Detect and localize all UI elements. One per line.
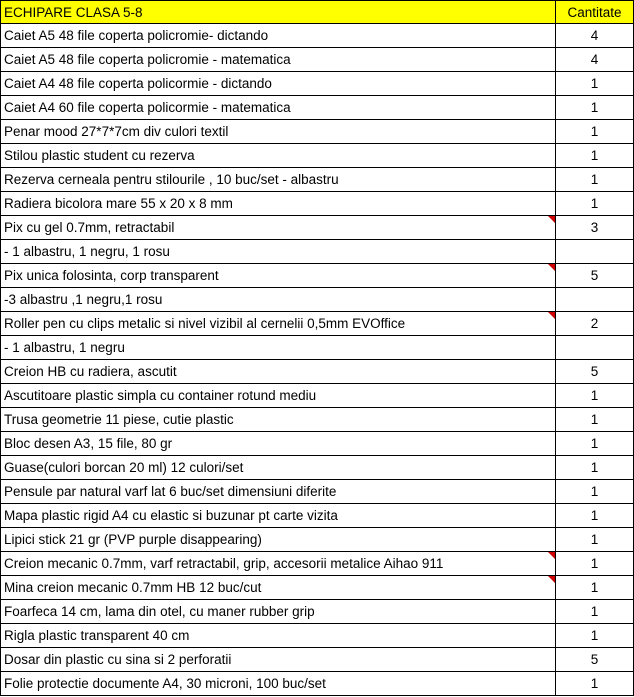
table-row bbox=[1, 96, 634, 120]
item-qty-cell[interactable]: 1 bbox=[556, 168, 634, 192]
item-qty-cell[interactable]: 1 bbox=[556, 144, 634, 168]
item-qty-cell[interactable]: 1 bbox=[556, 408, 634, 432]
table-row bbox=[1, 192, 634, 216]
item-name-cell[interactable]: Guase(culori borcan 20 ml) 12 culori/set bbox=[1, 456, 556, 480]
table-row bbox=[1, 480, 634, 504]
item-qty-cell[interactable]: 1 bbox=[556, 96, 634, 120]
table-body bbox=[1, 1, 634, 696]
item-name-cell[interactable]: Rezerva cerneala pentru stilourile , 10 buc/set - albastru bbox=[1, 168, 556, 192]
item-name-cell[interactable]: Pensule par natural varf lat 6 buc/set dimensiuni diferite bbox=[1, 480, 556, 504]
item-qty-cell[interactable] bbox=[556, 288, 634, 312]
item-name-cell[interactable]: Caiet A5 48 file coperta policromie - matematica bbox=[1, 48, 556, 72]
table-row bbox=[1, 264, 634, 288]
table-row bbox=[1, 600, 634, 624]
item-qty-cell[interactable]: 1 bbox=[556, 624, 634, 648]
item-qty-cell[interactable]: 4 bbox=[556, 24, 634, 48]
item-qty-cell[interactable]: 1 bbox=[556, 504, 634, 528]
item-name-cell[interactable]: -3 albastru ,1 negru,1 rosu bbox=[1, 288, 556, 312]
item-name-cell[interactable]: Dosar din plastic cu sina si 2 perforatii bbox=[1, 648, 556, 672]
table-row bbox=[1, 504, 634, 528]
table-row bbox=[1, 384, 634, 408]
table-row bbox=[1, 144, 634, 168]
item-qty-cell[interactable]: 1 bbox=[556, 456, 634, 480]
table-row bbox=[1, 456, 634, 480]
comment-indicator-icon[interactable] bbox=[548, 576, 555, 583]
item-name-cell[interactable]: Pix cu gel 0.7mm, retractabil bbox=[1, 216, 556, 240]
item-qty-cell[interactable]: 1 bbox=[556, 120, 634, 144]
item-name-cell[interactable]: Ascutitoare plastic simpla cu container rotund mediu bbox=[1, 384, 556, 408]
item-qty-cell[interactable] bbox=[556, 336, 634, 360]
table-row bbox=[1, 48, 634, 72]
table-row bbox=[1, 24, 634, 48]
item-name-cell[interactable]: Creion HB cu radiera, ascutit bbox=[1, 360, 556, 384]
table-row bbox=[1, 336, 634, 360]
item-qty-cell[interactable]: 1 bbox=[556, 600, 634, 624]
item-name-cell[interactable]: - 1 albastru, 1 negru bbox=[1, 336, 556, 360]
item-qty-cell[interactable] bbox=[556, 240, 634, 264]
comment-indicator-icon[interactable] bbox=[548, 216, 555, 223]
table-row bbox=[1, 360, 634, 384]
table-row bbox=[1, 120, 634, 144]
item-qty-cell[interactable]: 1 bbox=[556, 672, 634, 696]
item-qty-cell[interactable]: 1 bbox=[556, 192, 634, 216]
table-row bbox=[1, 240, 634, 264]
item-name-cell[interactable]: - 1 albastru, 1 negru, 1 rosu bbox=[1, 240, 556, 264]
item-name-cell[interactable]: Foarfeca 14 cm, lama din otel, cu maner rubber grip bbox=[1, 600, 556, 624]
item-qty-cell[interactable]: 1 bbox=[556, 480, 634, 504]
item-name-cell[interactable]: Caiet A4 60 file coperta policormie - matematica bbox=[1, 96, 556, 120]
table-row bbox=[1, 216, 634, 240]
table-row bbox=[1, 648, 634, 672]
comment-indicator-icon[interactable] bbox=[548, 312, 555, 319]
item-name-cell[interactable]: Lipici stick 21 gr (PVP purple disappearing) bbox=[1, 528, 556, 552]
item-name-cell[interactable]: Trusa geometrie 11 piese, cutie plastic bbox=[1, 408, 556, 432]
item-name-cell[interactable]: Creion mecanic 0.7mm, varf retractabil, grip, accesorii metalice Aihao 911 bbox=[1, 552, 556, 576]
item-qty-cell[interactable]: 1 bbox=[556, 432, 634, 456]
table-row bbox=[1, 552, 634, 576]
item-qty-cell[interactable]: 3 bbox=[556, 216, 634, 240]
item-name-cell[interactable]: Penar mood 27*7*7cm div culori textil bbox=[1, 120, 556, 144]
table-row bbox=[1, 672, 634, 696]
item-name-cell[interactable]: Caiet A5 48 file coperta policromie- dictando bbox=[1, 24, 556, 48]
table-row bbox=[1, 432, 634, 456]
item-name-cell[interactable]: Stilou plastic student cu rezerva bbox=[1, 144, 556, 168]
header-qty[interactable]: Cantitate bbox=[556, 1, 634, 24]
item-name-cell[interactable]: Roller pen cu clips metalic si nivel vizibil al cernelii 0,5mm EVOffice bbox=[1, 312, 556, 336]
item-name-cell[interactable]: Folie protectie documente A4, 30 microni, 100 buc/set bbox=[1, 672, 556, 696]
item-qty-cell[interactable]: 4 bbox=[556, 48, 634, 72]
item-name-cell[interactable]: Mina creion mecanic 0.7mm HB 12 buc/cut bbox=[1, 576, 556, 600]
table-row bbox=[1, 288, 634, 312]
comment-indicator-icon[interactable] bbox=[548, 552, 555, 559]
header-title[interactable]: ECHIPARE CLASA 5-8 bbox=[1, 1, 556, 24]
item-qty-cell[interactable]: 1 bbox=[556, 528, 634, 552]
table-row bbox=[1, 528, 634, 552]
table-row bbox=[1, 576, 634, 600]
table-row bbox=[1, 312, 634, 336]
item-qty-cell[interactable]: 1 bbox=[556, 552, 634, 576]
item-qty-cell[interactable]: 5 bbox=[556, 360, 634, 384]
item-qty-cell[interactable]: 1 bbox=[556, 384, 634, 408]
comment-indicator-icon[interactable] bbox=[548, 264, 555, 271]
item-qty-cell[interactable]: 2 bbox=[556, 312, 634, 336]
table-row bbox=[1, 168, 634, 192]
item-name-cell[interactable]: Radiera bicolora mare 55 x 20 x 8 mm bbox=[1, 192, 556, 216]
item-name-cell[interactable]: Pix unica folosinta, corp transparent bbox=[1, 264, 556, 288]
table-row bbox=[1, 624, 634, 648]
item-qty-cell[interactable]: 1 bbox=[556, 72, 634, 96]
item-qty-cell[interactable]: 5 bbox=[556, 264, 634, 288]
item-qty-cell[interactable]: 1 bbox=[556, 576, 634, 600]
item-name-cell[interactable]: Rigla plastic transparent 40 cm bbox=[1, 624, 556, 648]
table-row bbox=[1, 72, 634, 96]
item-name-cell[interactable]: Mapa plastic rigid A4 cu elastic si buzunar pt carte vizita bbox=[1, 504, 556, 528]
item-qty-cell[interactable]: 5 bbox=[556, 648, 634, 672]
item-name-cell[interactable]: Bloc desen A3, 15 file, 80 gr bbox=[1, 432, 556, 456]
table-row bbox=[1, 408, 634, 432]
item-name-cell[interactable]: Caiet A4 48 file coperta policormie - dictando bbox=[1, 72, 556, 96]
header-row bbox=[1, 1, 634, 24]
